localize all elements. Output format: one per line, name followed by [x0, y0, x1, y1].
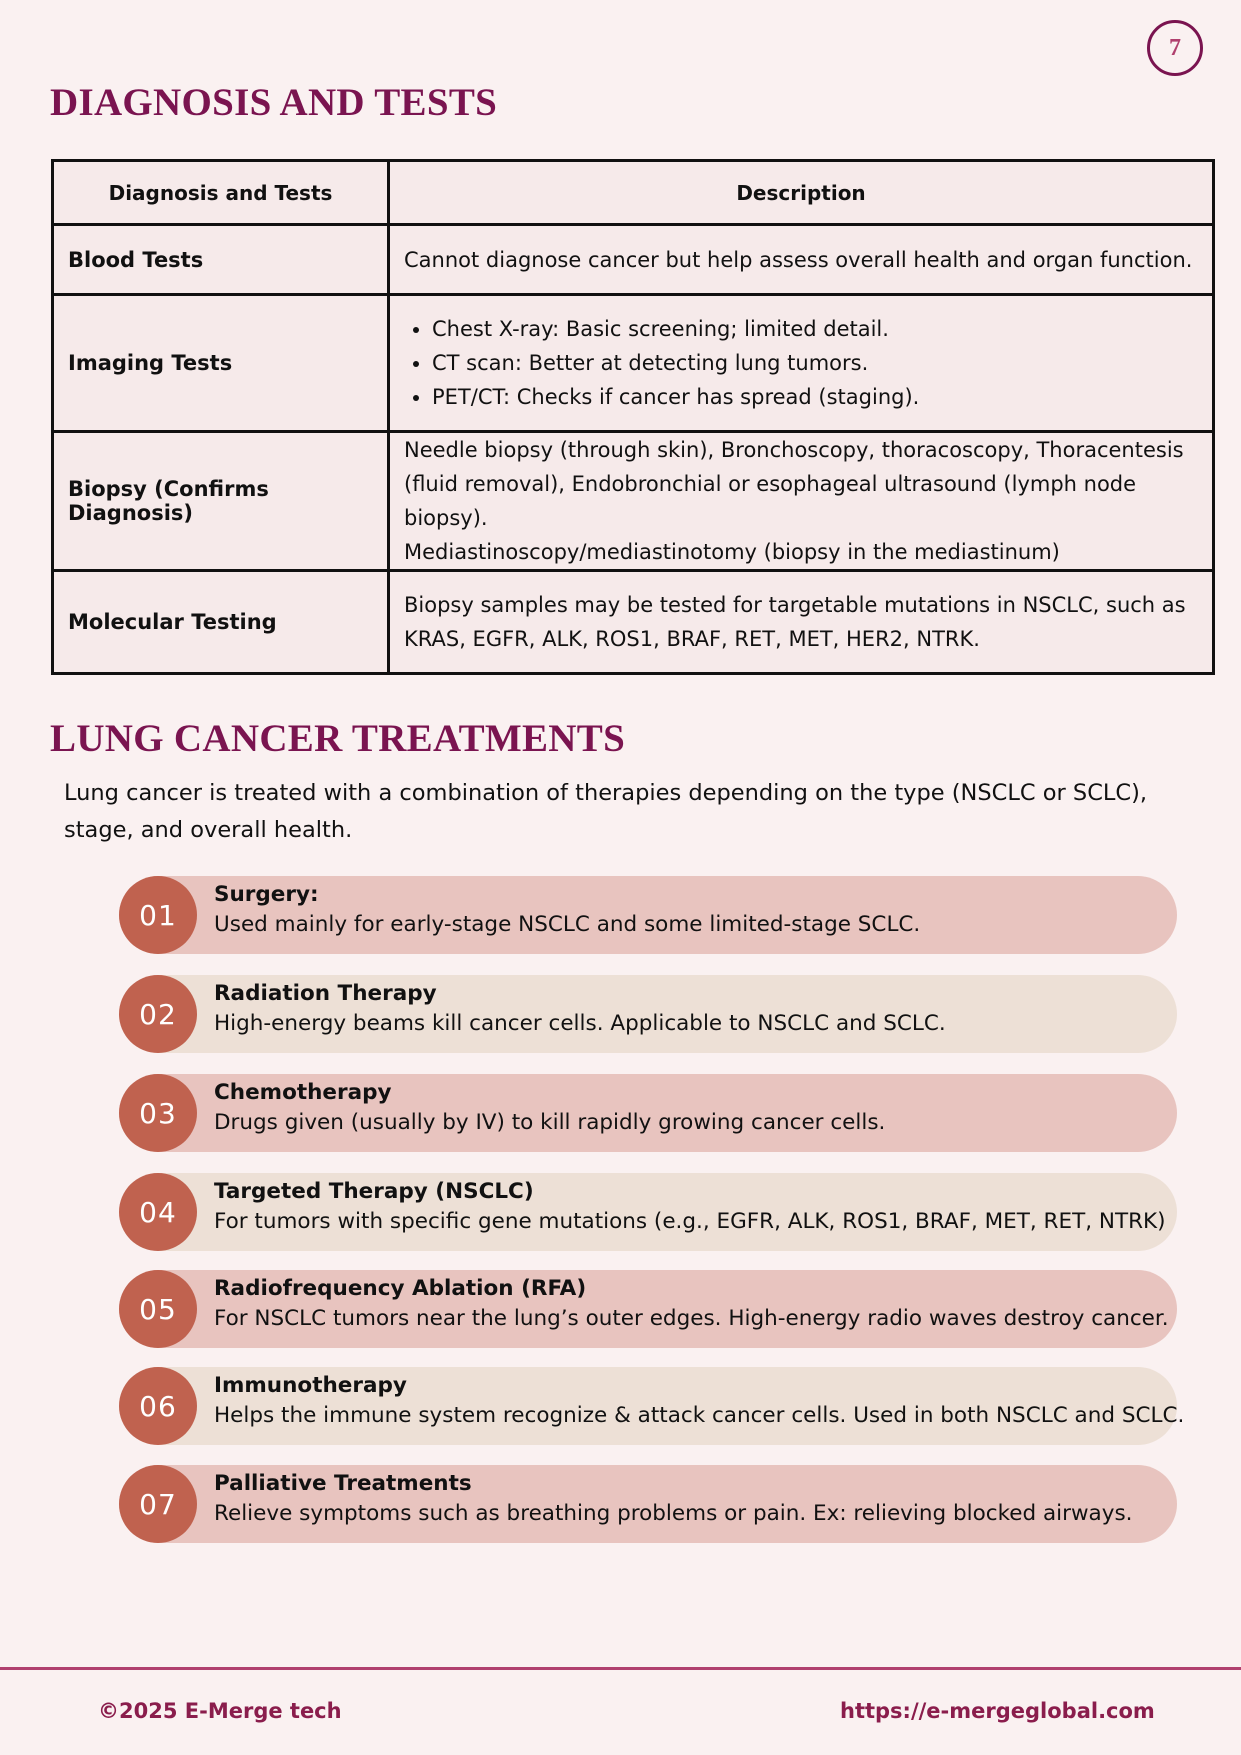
imaging-bullet-list [404, 312, 1198, 414]
table-row [53, 432, 1214, 571]
treatments-intro: Lung cancer is treated with a combination of therapies depending on the type (NSCLC or SCLC), stage, and overall health. [64, 780, 1148, 843]
table-row [53, 571, 1214, 674]
treatment-item [119, 975, 1177, 1053]
table-row [53, 295, 1214, 432]
list-item: • Chest X-ray: Basic screening; limited detail. [432, 312, 1198, 346]
diagnosis-title: DIAGNOSIS AND TESTS [50, 81, 498, 124]
row-desc [389, 571, 1214, 674]
treatment-item [119, 1465, 1177, 1543]
row-desc [389, 432, 1214, 571]
treatment-item [119, 1270, 1177, 1348]
treatment-title: Targeted Therapy (NSCLC) [214, 1179, 534, 1204]
desc-line: KRAS, EGFR, ALK, ROS1, BRAF, RET, MET, HER2, NTRK. [404, 627, 980, 651]
page-number: 7 [1147, 20, 1203, 76]
footer-url-link[interactable]: https://e-mergeglobal.com [840, 1699, 1155, 1723]
list-item: • PET/CT: Checks if cancer has spread (staging). [432, 380, 1198, 414]
treatment-item [119, 876, 1177, 954]
treatment-title: Surgery: [214, 882, 319, 907]
row-name: Imaging Tests [53, 295, 389, 432]
treatment-description: Drugs given (usually by IV) to kill rapidly growing cancer cells. [214, 1110, 886, 1135]
treatment-description: For tumors with specific gene mutations (e.g., EGFR, ALK, ROS1, BRAF, MET, RET, NTRK) [214, 1209, 1166, 1234]
treatment-number-badge: 02 [119, 975, 197, 1053]
row-name: Biopsy (Confirms Diagnosis) [53, 432, 389, 571]
treatment-description: Relieve symptoms such as breathing problems or pain. Ex: relieving blocked airways. [214, 1501, 1133, 1526]
treatment-number-badge: 04 [119, 1173, 197, 1251]
treatments-title: LUNG CANCER TREATMENTS [50, 717, 626, 760]
header-description: Description [389, 161, 1214, 225]
footer-copyright: ©2025 E-Merge tech [98, 1699, 342, 1723]
treatment-number-badge: 06 [119, 1367, 197, 1445]
table-row [53, 225, 1214, 295]
treatment-title: Radiation Therapy [214, 981, 437, 1006]
row-desc: Cannot diagnose cancer but help assess overall health and organ function. [389, 225, 1214, 295]
row-desc [389, 295, 1214, 432]
diagnosis-table [51, 159, 1215, 675]
treatment-title: Immunotherapy [214, 1373, 407, 1398]
treatment-title: Chemotherapy [214, 1080, 392, 1105]
treatment-item [119, 1074, 1177, 1152]
treatment-description: Used mainly for early-stage NSCLC and some limited-stage SCLC. [214, 912, 921, 937]
header-diagnosis: Diagnosis and Tests [53, 161, 389, 225]
treatment-number-badge: 01 [119, 876, 197, 954]
treatment-title: Radiofrequency Ablation (RFA) [214, 1276, 587, 1301]
desc-line: Mediastinoscopy/mediastinotomy (biopsy in the mediastinum) [404, 540, 1060, 564]
desc-line: (fluid removal), Endobronchial or esophageal ultrasound (lymph node biopsy). [404, 472, 1137, 530]
desc-line: Needle biopsy (through skin), Bronchoscopy, thoracoscopy, Thoracentesis [404, 438, 1184, 462]
list-item: • CT scan: Better at detecting lung tumors. [432, 346, 1198, 380]
footer-divider [0, 1667, 1241, 1670]
desc-line: Biopsy samples may be tested for targetable mutations in NSCLC, such as [404, 593, 1186, 617]
treatment-item [119, 1173, 1177, 1251]
row-name: Blood Tests [53, 225, 389, 295]
treatment-number-badge: 07 [119, 1465, 197, 1543]
treatment-description: High-energy beams kill cancer cells. Applicable to NSCLC and SCLC. [214, 1011, 946, 1036]
row-name: Molecular Testing [53, 571, 389, 674]
treatment-item [119, 1367, 1185, 1445]
table-header-row [53, 161, 1214, 225]
treatment-description: For NSCLC tumors near the lung’s outer edges. High-energy radio waves destroy cancer. [214, 1306, 1169, 1331]
treatment-description: Helps the immune system recognize & attack cancer cells. Used in both NSCLC and SCLC. [214, 1403, 1185, 1428]
treatment-title: Palliative Treatments [214, 1471, 472, 1496]
treatment-number-badge: 03 [119, 1074, 197, 1152]
treatment-number-badge: 05 [119, 1270, 197, 1348]
